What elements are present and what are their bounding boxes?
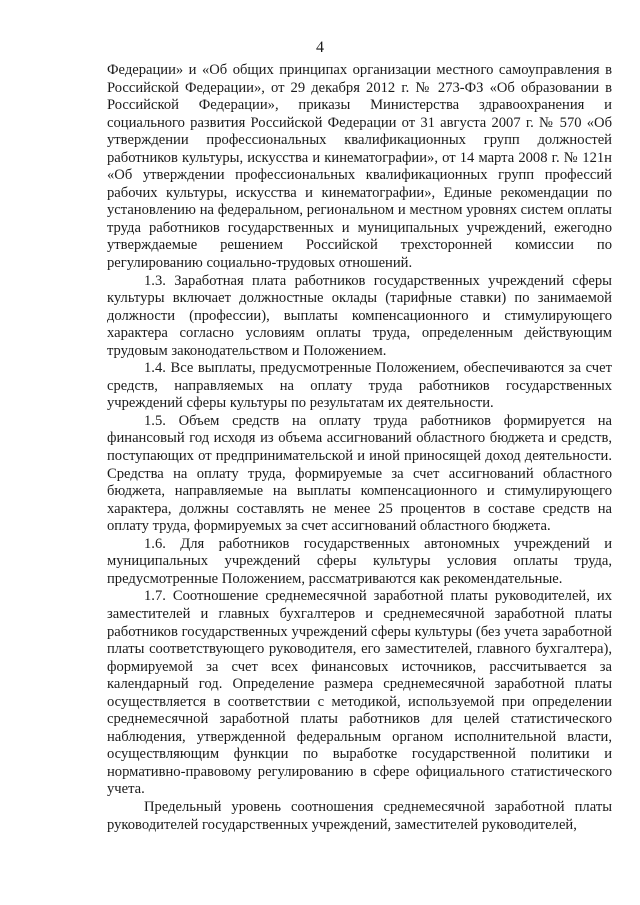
page-number: 4 — [316, 39, 324, 56]
paragraph-1-6: 1.6. Для работников государственных автономных учреждений и муниципальных учреждений сферы культуры условия оплаты труда, предусмотренные Положением, рассматриваются как рекомендательные. — [107, 535, 612, 587]
paragraph-1-3: 1.3. Заработная плата работников государственных учреждений сферы культуры включает должностные оклады (тарифные ставки) по занимаемой должности (профессии), выплаты компенсационного и стимулирующего характера согласно условиям оплаты труда, определенным действующим трудовым законодательством и Положением. — [107, 272, 612, 359]
paragraph-1-4: 1.4. Все выплаты, предусмотренные Положением, обеспечиваются за счет средств, направляемых на оплату труда работников государственных учреждений сферы культуры по результатам их деятельности. — [107, 360, 612, 412]
paragraph-limit-level: Предельный уровень соотношения среднемесячной заработной платы руководителей государственных учреждений, заместителей руководителей, — [107, 798, 612, 833]
document-body — [107, 62, 612, 834]
paragraph-1-5: 1.5. Объем средств на оплату труда работников формируется на финансовый год исходя из объема ассигнований областного бюджета и средств, поступающих от предпринимательской и иной приносящей доход деятельности. Средства на оплату труда, формируемые за счет ассигнований областного бюджета, направляемые на выплаты компенсационного и стимулирующего характера, должны составлять не менее 25 процентов в составе средств на оплату труда, формируемых за счет ассигнований областного бюджета. — [107, 412, 612, 535]
paragraph-1-7: 1.7. Соотношение среднемесячной заработной платы руководителей, их заместителей и главных бухгалтеров и среднемесячной заработной платы работников государственных учреждений сферы культуры (без учета заработной платы соответствующего руководителя, его заместителей, главного бухгалтера), формируемой за счет всех финансовых источников, рассчитывается за календарный год. Определение размера среднемесячной заработной платы осуществляется в соответствии с методикой, используемой при определении среднемесячной заработной платы работников для целей статистического наблюдения, утвержденной федеральным органом исполнительной власти, осуществляющим функции по выработке государственной политики и нормативно-правовому регулированию в сфере официального статистического учета. — [107, 588, 612, 798]
paragraph-continuation: Федерации» и «Об общих принципах организации местного самоуправления в Российской Федерации», от 29 декабря 2012 г. № 273-ФЗ «Об образовании в Российской Федерации», приказы Министерства здравоохранения и социального развития Российской Федерации от 31 августа 2007 г. № 570 «Об утверждении профессиональных квалификационных групп должностей работников культуры, искусства и кинематографии», от 14 марта 2008 г. № 121н «Об утверждении профессиональных квалификационных групп профессий рабочих культуры, искусства и кинематографии», Единые рекомендации по установлению на федеральном, региональном и местном уровнях систем оплаты труда работников государственных и муниципальных учреждений, ежегодно утверждаемые решением Российской трехсторонней комиссии по регулированию социально-трудовых отношений. — [107, 62, 612, 272]
